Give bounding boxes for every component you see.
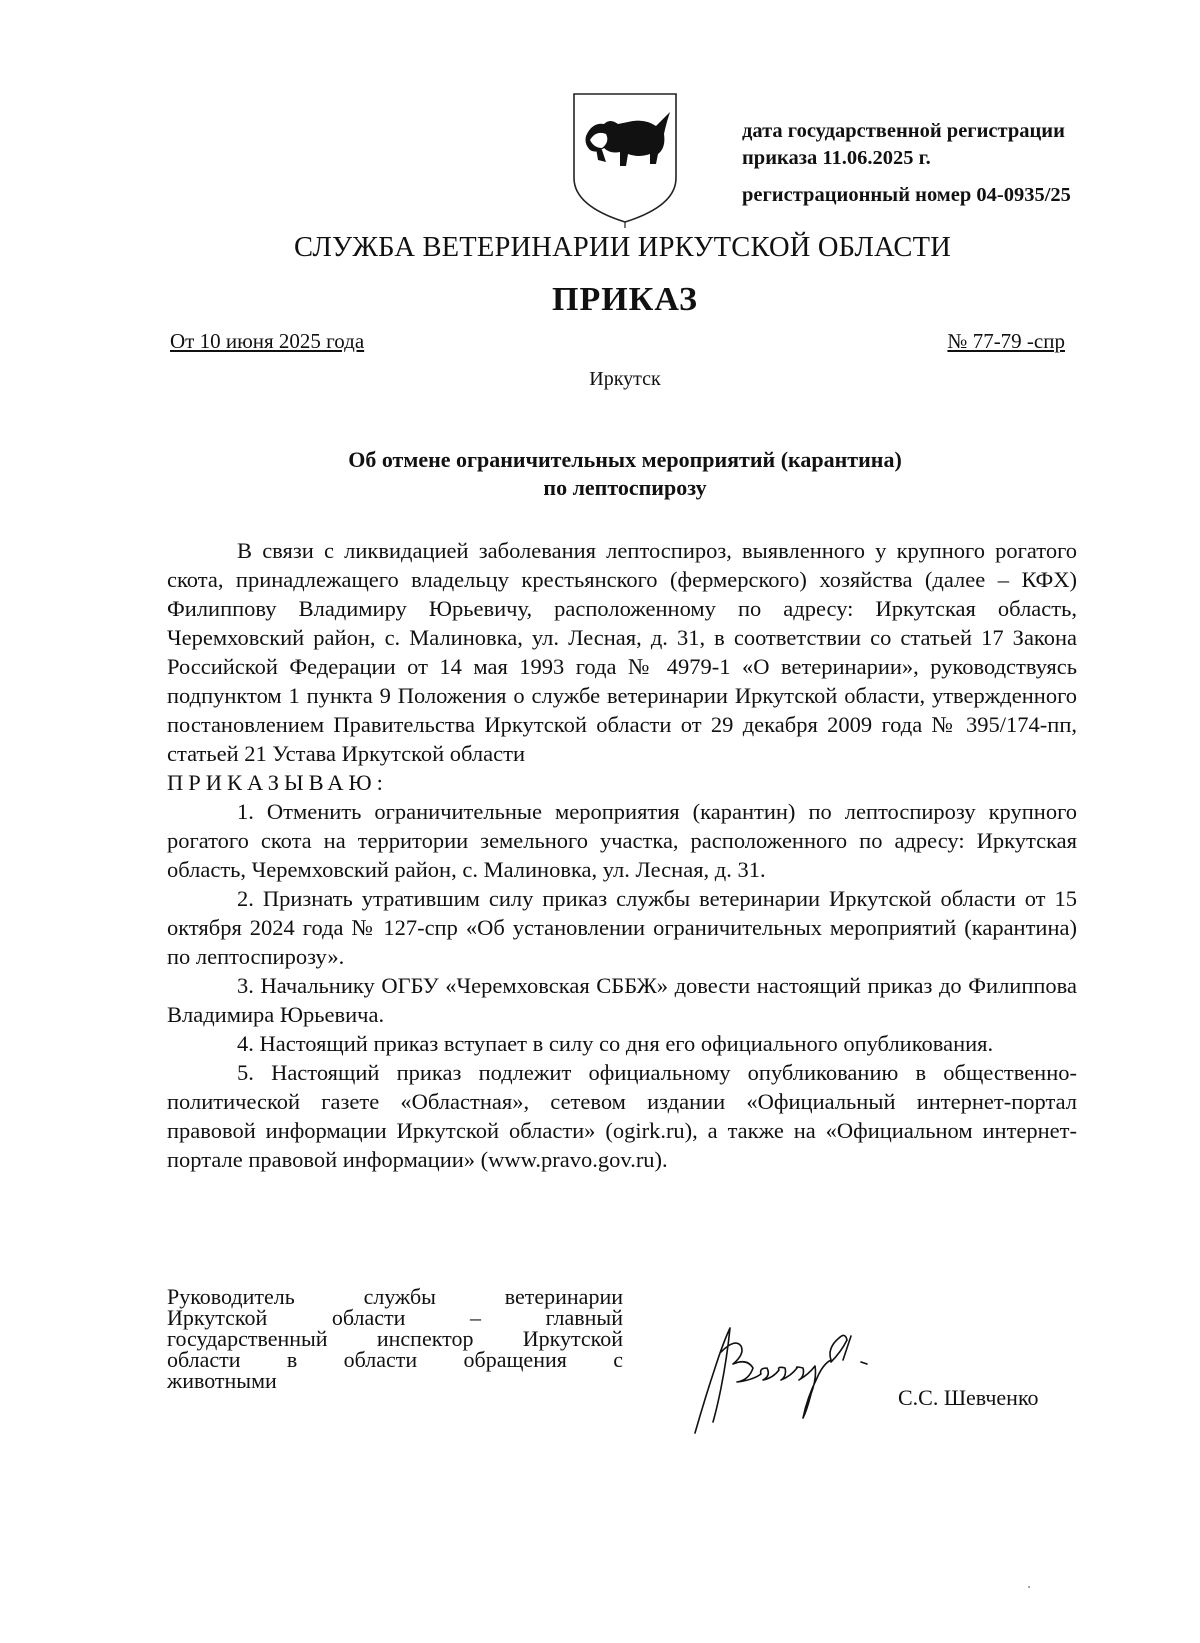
coat-of-arms-emblem [566, 88, 684, 228]
registration-line-2: приказа 11.06.2025 г. [742, 147, 931, 169]
document-body [167, 536, 1077, 1174]
subject-line-2: по лептоспирозу [543, 475, 707, 500]
order-item-5: 5. Настоящий приказ подлежит официальному опубликованию в общественно-политической газете «Областная», сетевом издании «Официальный интернет-портал правовой информации Иркутской области» (ogirk.ru), а также на «Официальном интернет-портале правовой информации» (www.pravo.gov.ru). [167, 1060, 1077, 1172]
order-word: ПРИКАЗЫВАЮ: [167, 770, 388, 795]
document-number: № 77-79 -спр [947, 329, 1065, 353]
document-city: Иркутск [589, 368, 661, 390]
document-type-title: ПРИКАЗ [552, 281, 698, 318]
signatory-title-line-1: Руководитель службы ветеринарии [167, 1284, 623, 1309]
order-item-2: 2. Признать утратившим силу приказ службы ветеринарии Иркутской области от 15 октября 2024 года № 127-спр «Об установлении ограничительных мероприятий (карантина) по лептоспирозу». [167, 886, 1077, 969]
registration-stamp [742, 118, 1122, 209]
document-date: От 10 июня 2025 года [170, 329, 365, 353]
signatory-title [167, 1286, 623, 1391]
registration-line-1 [742, 118, 1122, 145]
subject-line-1: Об отмене ограничительных мероприятий (карантина) [348, 447, 902, 472]
signatory-title-line-2: Иркутской области – главный [167, 1305, 623, 1330]
registration-number: регистрационный номер 04-0935/25 [742, 184, 1071, 206]
handwritten-signature [675, 1318, 915, 1438]
scan-speck [1028, 1586, 1030, 1588]
document-subject [0, 446, 1200, 502]
signatory-name: С.С. Шевченко [898, 1385, 1039, 1410]
signatory-title-line-3: государственный инспектор Иркутской [167, 1326, 623, 1351]
signatory-title-line-4: области в области обращения с [167, 1347, 623, 1372]
registration-date-text: дата государственной регистрации [742, 120, 1065, 142]
signatory-title-line-5: животными [167, 1368, 277, 1393]
order-item-1: 1. Отменить ограничительные мероприятия (карантин) по лептоспирозу крупного рогатого скота на территории земельного участка, расположенного по адресу: Иркутская область, Черемховский район, с. Малиновка, ул. Лесная, д. 31. [167, 799, 1077, 882]
preamble-paragraph: В связи с ликвидацией заболевания лептоспироз, выявленного у крупного рогатого скота, принадлежащего владельцу крестьянского (фермерского) хозяйства (далее – КФХ) Филиппову Владимиру Юрьевичу, расположенному по адресу: Иркутская область, Черемховский район, с. Малиновка, ул. Лесная, д. 31, в соответствии со статьей 17 Закона Российской Федерации от 14 мая 1993 года № 4979-1 «О ветеринарии», руководствуясь подпунктом 1 пункта 9 Положения о службе ветеринарии Иркутской области, утвержденного постановлением Правительства Иркутской области от 29 декабря 2009 года № 395/174-пп, статьей 21 Устава Иркутской области [167, 538, 1077, 766]
order-item-4: 4. Настоящий приказ вступает в силу со дня его официального опубликования. [237, 1031, 994, 1056]
organization-name: СЛУЖБА ВЕТЕРИНАРИИ ИРКУТСКОЙ ОБЛАСТИ [294, 232, 951, 263]
order-item-3: 3. Начальнику ОГБУ «Черемховская СББЖ» довести настоящий приказ до Филиппова Владимира Юрьевича. [167, 973, 1077, 1027]
